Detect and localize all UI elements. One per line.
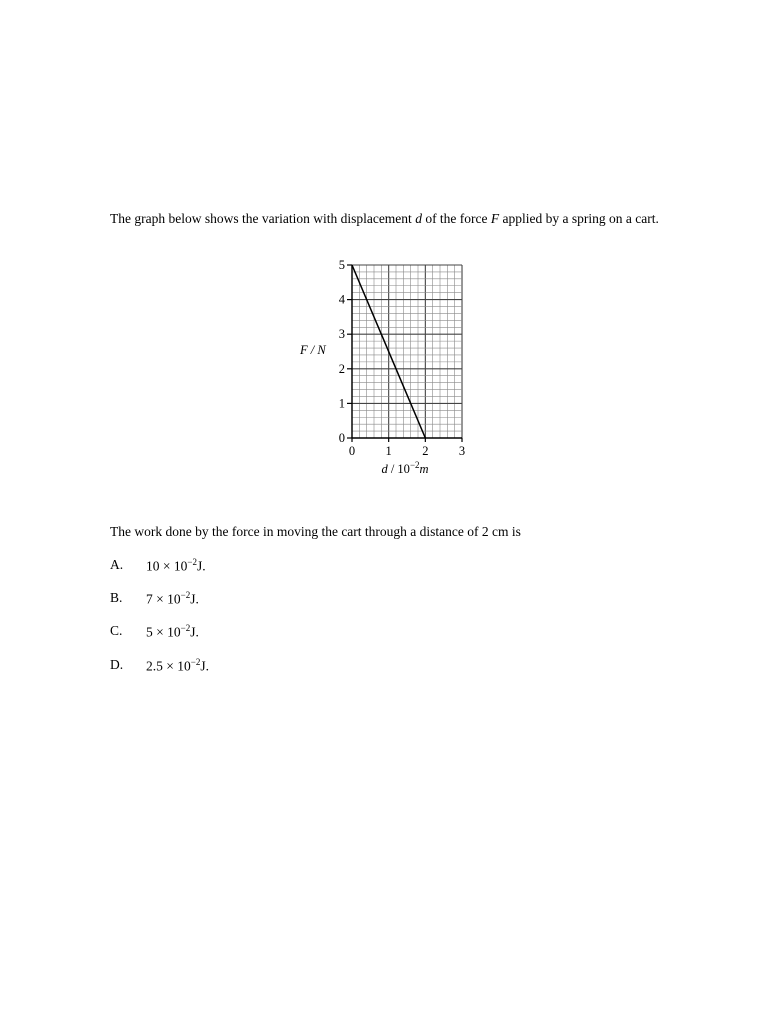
question-stem: [110, 210, 660, 227]
option-letter: C.: [110, 623, 123, 638]
option-text: $5 \times 10^{-2}J$.: [146, 623, 199, 640]
option-text: $10 \times 10^{-2}J$.: [146, 557, 206, 574]
question-text: The work done by the force in moving the cart through a distance of 2 cm is: [110, 524, 521, 539]
option-letter: D.: [110, 657, 124, 672]
x-axis-label: d / $10^{-2}m$: [381, 460, 429, 476]
force-displacement-graph: [290, 255, 490, 485]
x-tick-label: 3: [458, 444, 466, 458]
y-tick-label: 0: [338, 431, 345, 445]
y-tick-label: 1: [338, 396, 345, 411]
option-letter: A.: [110, 557, 124, 572]
stem-text-2: of the force: [421, 211, 491, 226]
y-tick-label: 5: [338, 258, 345, 272]
x-tick-label: 0: [348, 444, 356, 458]
y-tick-label: 4: [338, 292, 345, 307]
stem-text-1: The graph below shows the variation with displacement: [110, 211, 416, 226]
y-tick-label: 3: [338, 327, 345, 342]
y-tick-label: 2: [338, 361, 345, 376]
option-text: $7 \times 10^{-2}J$.: [146, 590, 199, 607]
option-letter: B.: [110, 590, 123, 605]
y-axis-label: F / N: [300, 343, 326, 357]
axes: [347, 265, 462, 442]
option-text: $2.5 \times 10^{-2}J$.: [146, 657, 209, 674]
grid: [352, 265, 462, 438]
variable-d: d: [415, 211, 422, 226]
x-tick-label: 1: [385, 444, 392, 458]
graph-svg: [290, 255, 490, 485]
variable-F: F: [490, 211, 500, 226]
stem-text-3: applied by a spring on a cart.: [499, 211, 659, 226]
x-tick-label: 2: [422, 444, 429, 458]
